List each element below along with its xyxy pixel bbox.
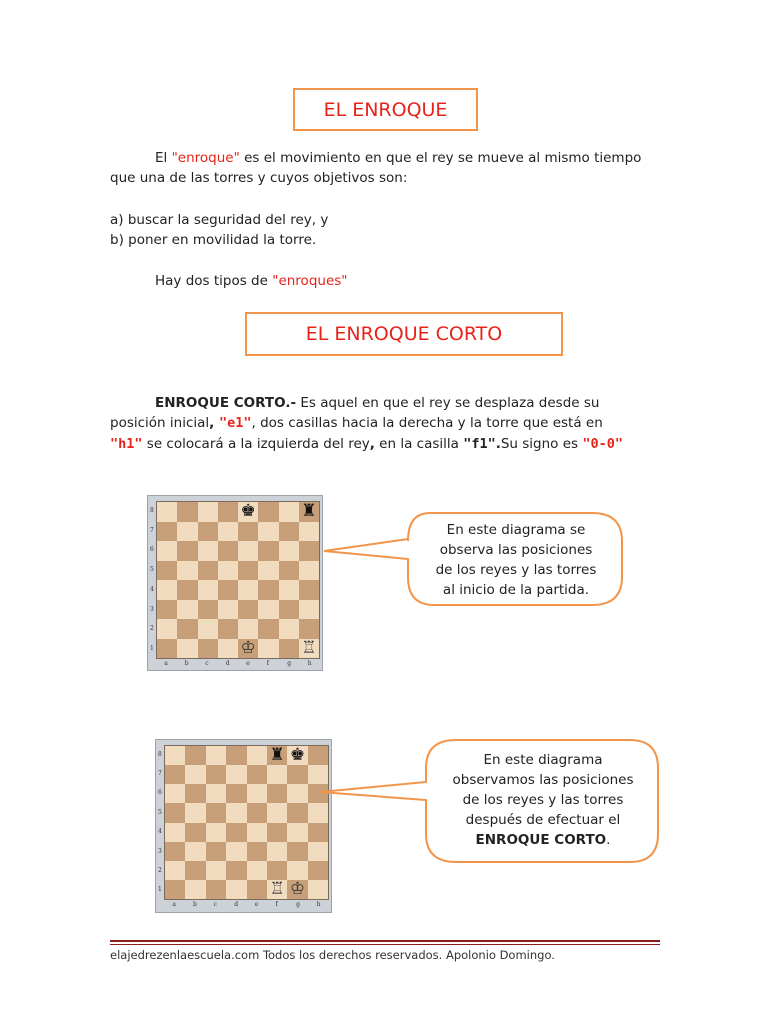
board-square-a3 [157,600,177,620]
black-king-icon: ♚ [289,745,306,766]
rank-label: 4 [150,585,154,593]
board-square-f8 [258,502,278,522]
board-square-g1 [287,880,307,899]
board-square-g3 [279,600,299,620]
board-square-a4 [157,580,177,600]
intro-line-2: que una de las torres y cuyos objetivos son: [110,170,408,186]
callout-line: observamos las posiciones [452,772,634,788]
board-square-b5 [177,561,197,581]
term-enroques: "enroques" [272,273,348,289]
title-enroque-corto-text: EL ENROQUE CORTO [305,323,503,345]
callout-1-text [410,520,622,600]
board-square-e2 [247,861,267,880]
callout-line: En este diagrama se [446,522,586,538]
board-square-g7 [279,522,299,542]
board-square-g5 [279,561,299,581]
board-square-b7 [185,765,205,784]
rank-label: 7 [158,770,162,778]
board-square-b2 [177,619,197,639]
board-square-d5 [218,561,238,581]
board-square-c2 [198,619,218,639]
board-square-a1 [157,639,177,659]
file-label: d [225,660,230,667]
board-square-d8 [218,502,238,522]
board-square-g5 [287,803,307,822]
footer-rule-thin [110,944,660,945]
rank-label: 5 [150,566,154,574]
castling-sign: "0-0" [582,436,624,452]
board-square-c5 [206,803,226,822]
board-square-d6 [226,784,246,803]
board-square-d2 [226,861,246,880]
board-square-c2 [206,861,226,880]
rank-label: 8 [158,750,162,758]
board-square-f2 [258,619,278,639]
footer-rule [110,940,660,942]
board-square-b6 [177,541,197,561]
title-el-enroque [293,88,478,131]
board-square-e3 [238,600,258,620]
def-text: , dos casillas hacia la derecha y la torre que está en [251,415,603,431]
board-square-g4 [287,823,307,842]
file-label: h [316,901,321,908]
term-enroque: "enroque" [171,150,240,166]
callout-1 [322,511,624,607]
board-square-h4 [299,580,319,600]
file-label: b [184,660,189,667]
intro-line-types [155,271,348,292]
callout-bold-term: ENROQUE CORTO [475,832,607,848]
board-square-d3 [218,600,238,620]
board-square-a6 [157,541,177,561]
board-square-f2 [267,861,287,880]
board-square-e8 [238,502,258,522]
board-square-g3 [287,842,307,861]
board-square-c6 [198,541,218,561]
board-square-d2 [218,619,238,639]
board-square-d5 [226,803,246,822]
def-text: posición inicial [110,415,210,431]
board-square-d7 [226,765,246,784]
board-square-e3 [247,842,267,861]
white-king-icon: ♔ [289,878,306,899]
def-text: Es aquel en que el rey se desplaza desde su [296,395,600,411]
board-square-b4 [185,823,205,842]
board-square-d6 [218,541,238,561]
def-line-2 [110,413,603,434]
board-square-f4 [258,580,278,600]
file-label: d [234,901,239,908]
file-label: c [213,901,217,908]
def-text: en la casilla [374,436,464,452]
def-line-3 [110,434,623,455]
board-square-e6 [247,784,267,803]
board-square-c3 [206,842,226,861]
square-e1: "e1" [219,415,252,431]
board-square-e5 [238,561,258,581]
board-square-f5 [258,561,278,581]
board-square-c3 [198,600,218,620]
def-term: ENROQUE CORTO.- [155,395,297,411]
board-square-b7 [177,522,197,542]
rank-label: 7 [150,526,154,534]
chess-board-initial [156,501,320,659]
def-text: se colocará a la izquierda del rey [142,436,370,452]
square-h1: "h1" [110,436,143,452]
square-f1: "f1" [463,436,496,452]
board-square-b8 [177,502,197,522]
callout-line [428,830,658,850]
callout-line: En este diagrama [483,752,603,768]
board-square-e8 [247,746,267,765]
board-square-b4 [177,580,197,600]
board-square-f6 [258,541,278,561]
board-square-e5 [247,803,267,822]
board-square-f4 [267,823,287,842]
board-square-f7 [258,522,278,542]
board-square-f1 [258,639,278,659]
file-label: f [275,901,278,908]
board-square-d4 [218,580,238,600]
callout-2 [318,738,661,864]
board-square-g4 [279,580,299,600]
file-label: h [307,660,312,667]
board-square-e7 [238,522,258,542]
board-square-a8 [157,502,177,522]
board-square-a3 [165,842,185,861]
board-square-a7 [165,765,185,784]
board-square-a1 [165,880,185,899]
intro-text: Hay dos tipos de [155,273,273,289]
board-square-d1 [218,639,238,659]
black-rook-icon: ♜ [269,745,285,766]
rank-label: 5 [158,808,162,816]
board-square-g6 [287,784,307,803]
white-king-icon: ♔ [240,637,256,658]
board-square-f8 [267,746,287,765]
intro-text: El [155,150,172,166]
board-square-e1 [247,880,267,899]
board-square-g8 [287,746,307,765]
board-square-c4 [198,580,218,600]
board-square-e6 [238,541,258,561]
board-square-a5 [157,561,177,581]
rank-label: 2 [150,625,154,633]
board-square-b1 [185,880,205,899]
def-dot: . [495,436,501,452]
board-square-d8 [226,746,246,765]
rank-label: 6 [158,789,162,797]
board-square-a5 [165,803,185,822]
board-square-c6 [206,784,226,803]
board-square-a2 [165,861,185,880]
rank-label: 1 [158,886,162,894]
rank-label: 8 [150,506,154,514]
board-square-h2 [299,619,319,639]
board-square-g6 [279,541,299,561]
board-square-h3 [299,600,319,620]
board-square-e2 [238,619,258,639]
board-square-f3 [258,600,278,620]
board-square-c4 [206,823,226,842]
rank-label: 3 [150,605,154,613]
board-square-h6 [299,541,319,561]
board-square-e4 [238,580,258,600]
def-line-1 [155,393,599,414]
callout-line: de los reyes y las torres [462,792,624,808]
board-square-a8 [165,746,185,765]
board-square-c1 [198,639,218,659]
board-square-h1 [308,880,328,899]
black-king-icon: ♚ [240,501,256,522]
board-square-e7 [247,765,267,784]
intro-text: es el movimiento en que el rey se mueve al mismo tiempo [239,150,642,166]
board-square-g2 [287,861,307,880]
chess-diagram-1 [147,495,323,671]
board-square-f7 [267,765,287,784]
board-square-d1 [226,880,246,899]
def-comma: , [209,415,219,431]
white-rook-icon: ♖ [269,878,285,899]
rank-label: 4 [158,828,162,836]
board-square-b3 [185,842,205,861]
board-square-b2 [185,861,205,880]
board-square-b6 [185,784,205,803]
board-square-d4 [226,823,246,842]
board-square-d7 [218,522,238,542]
title-enroque-corto [245,312,563,356]
board-square-g1 [279,639,299,659]
footer-text: elajedrezenlaescuela.com Todos los derechos reservados. Apolonio Domingo. [110,948,555,962]
board-square-e1 [238,639,258,659]
board-square-f5 [267,803,287,822]
callout-line: al inicio de la partida. [442,582,590,598]
board-square-f3 [267,842,287,861]
board-square-a4 [165,823,185,842]
board-square-a2 [157,619,177,639]
board-square-c5 [198,561,218,581]
board-square-a7 [157,522,177,542]
board-square-h8 [299,502,319,522]
board-square-f6 [267,784,287,803]
file-label: e [254,901,259,908]
intro-line-1 [155,148,641,169]
board-square-h7 [299,522,319,542]
list-item-b: b) poner en movilidad la torre. [110,232,317,248]
file-label: g [296,901,300,908]
board-square-b5 [185,803,205,822]
callout-2-text [428,750,658,850]
board-square-g2 [279,619,299,639]
board-square-b1 [177,639,197,659]
board-square-h1 [299,639,319,659]
board-square-g8 [279,502,299,522]
board-square-d3 [226,842,246,861]
rank-label: 1 [150,645,154,653]
file-label: e [246,660,250,667]
black-rook-icon: ♜ [301,501,317,522]
file-label: a [172,901,176,908]
board-square-g7 [287,765,307,784]
def-comma: , [369,436,375,452]
list-item-a: a) buscar la seguridad del rey, y [110,212,329,228]
board-square-c1 [206,880,226,899]
board-square-b8 [185,746,205,765]
file-label: g [287,660,292,667]
rank-label: 2 [158,866,162,874]
board-square-c7 [198,522,218,542]
board-square-b3 [177,600,197,620]
rank-label: 6 [150,546,154,554]
callout-line: observa las posiciones [439,542,593,558]
board-square-a6 [165,784,185,803]
file-label: c [205,660,209,667]
rank-label: 3 [158,847,162,855]
board-square-f1 [267,880,287,899]
title-el-enroque-text: EL ENROQUE [323,98,448,121]
board-square-h5 [299,561,319,581]
board-square-c8 [206,746,226,765]
board-square-c7 [206,765,226,784]
chess-board-after-castling [164,745,329,900]
callout-dot: . [606,832,611,848]
def-text: Su signo es [500,436,583,452]
board-square-e4 [247,823,267,842]
callout-line: de los reyes y las torres [435,562,597,578]
callout-line: después de efectuar el [465,812,621,828]
white-rook-icon: ♖ [301,637,317,658]
board-square-c8 [198,502,218,522]
file-label: f [266,660,269,667]
file-label: b [192,901,197,908]
file-label: a [164,660,168,667]
chess-diagram-2 [155,739,332,913]
